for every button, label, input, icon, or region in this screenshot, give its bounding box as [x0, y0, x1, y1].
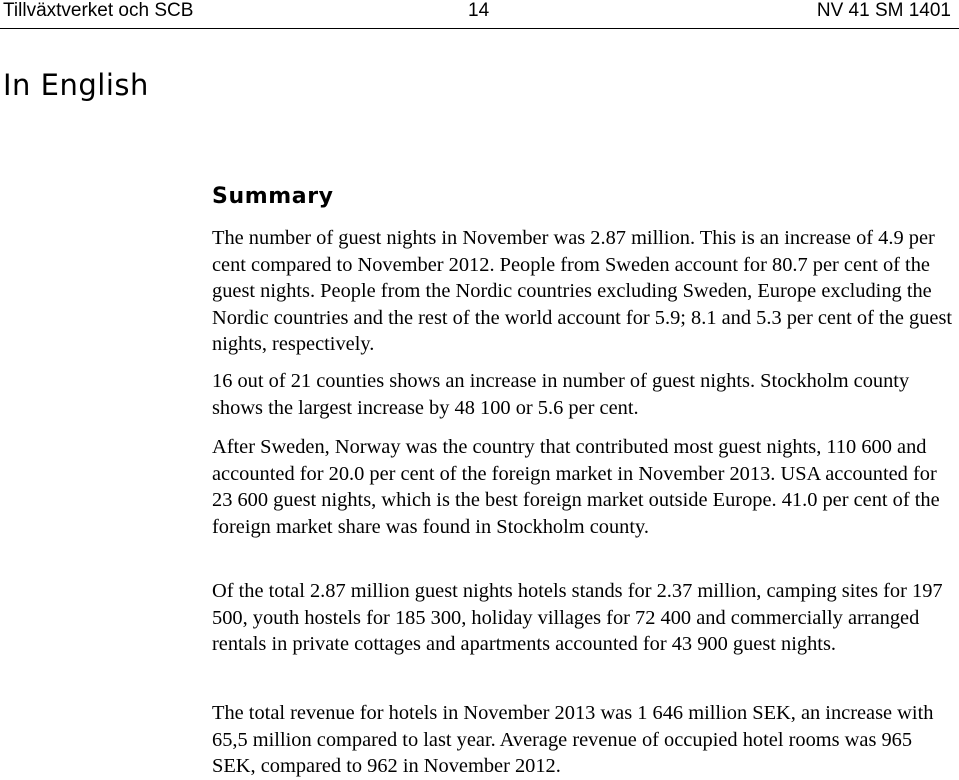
- paragraph-counties: 16 out of 21 counties shows an increase in number of guest nights. Stockholm county shows the largest increase by 48 100 or 5.6 per cent.: [212, 370, 910, 419]
- running-header: [0, 0, 959, 26]
- page-number: 14: [468, 0, 490, 21]
- section-title: In English: [3, 68, 149, 102]
- summary-heading: Summary: [212, 184, 334, 209]
- paragraph-accommodation-types: Of the total 2.87 million guest nights hotels stands for 2.37 million, camping sites for 197 500, youth hostels for 185 300, holiday villages for 72 400 and commercially arranged rentals in private cottages and apartments accounted for 43 900 guest nights.: [212, 580, 943, 655]
- header-divider: [0, 28, 959, 29]
- paragraph-hotel-revenue: The total revenue for hotels in November 2013 was 1 646 million SEK, an increase with 65,5 million compared to last year. Average revenue of occupied hotel rooms was 965 SEK, compared to 962 in November 2012.: [212, 702, 934, 777]
- header-publisher: Tillväxtverket och SCB: [3, 0, 194, 21]
- paragraph-guest-nights-overview: The number of guest nights in November was 2.87 million. This is an increase of 4.9 per cent compared to November 2012. People from Sweden account for 80.7 per cent of the guest nights. People from the Nordic countries excluding Sweden, Europe excluding the Nordic countries and the rest of the world account for 5.9; 8.1 and 5.3 per cent of the guest nights, respectively.: [212, 227, 953, 355]
- publication-code: NV 41 SM 1401: [816, 0, 951, 21]
- paragraph-foreign-markets: After Sweden, Norway was the country that contributed most guest nights, 110 600 and accounted for 20.0 per cent of the foreign market in November 2013. USA accounted for 23 600 guest nights, which is the best foreign market outside Europe. 41.0 per cent of the foreign market share was found in Stockholm county.: [212, 436, 940, 538]
